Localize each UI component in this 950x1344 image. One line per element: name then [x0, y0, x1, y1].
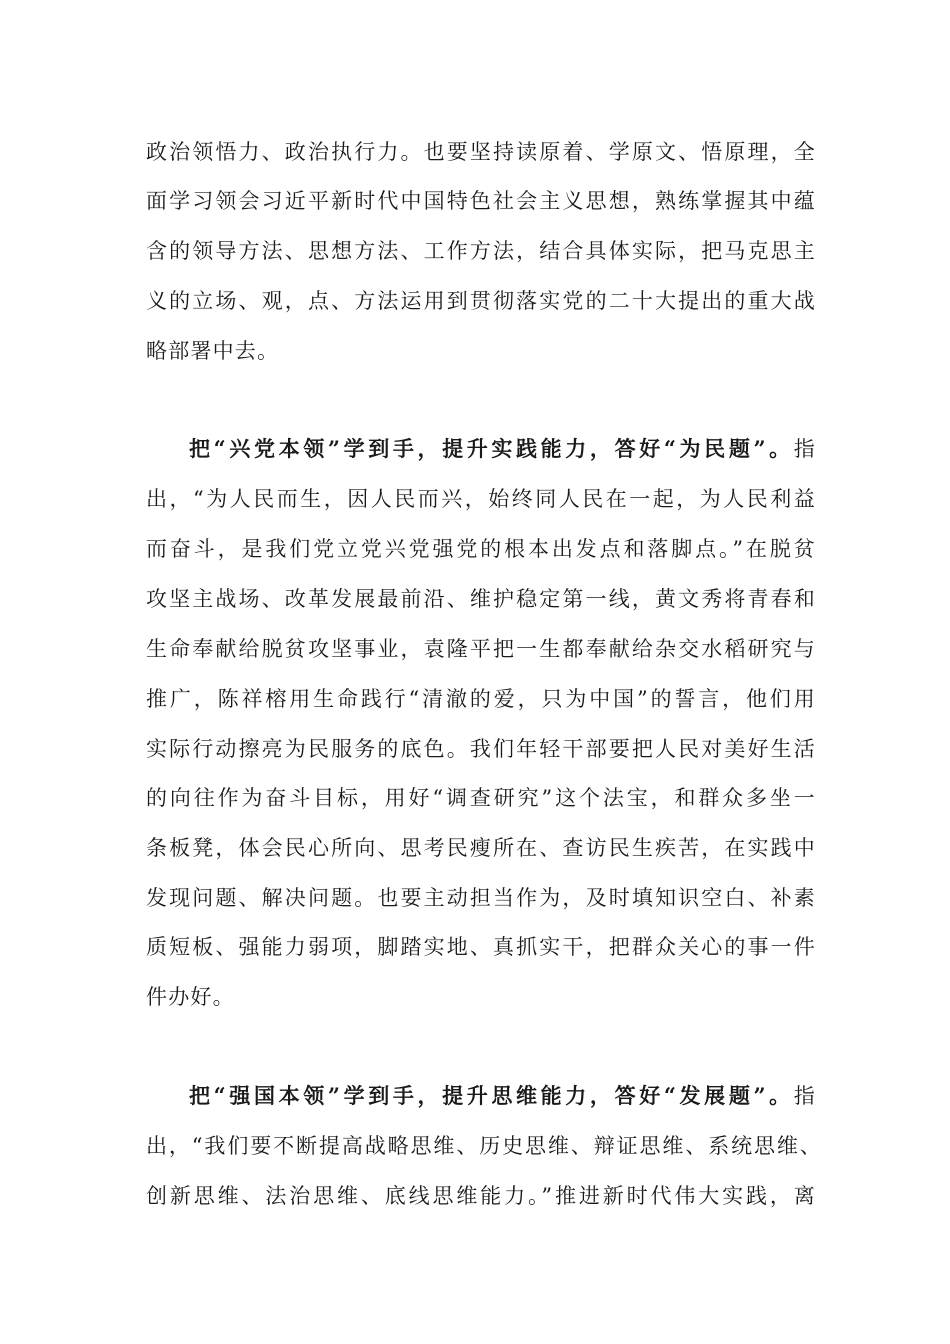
paragraph-2-line-12: 件办好。 [146, 985, 235, 1009]
paragraph-3-heading: 把“强国本领”学到手，提升思维能力，答好“发展题”。 [189, 1083, 794, 1108]
paragraph-1-line-5: 略部署中去。 [146, 339, 280, 363]
paragraph-1-line-2: 面学习领会习近平新时代中国特色社会主义思想，熟练掌握其中蕴 [146, 189, 816, 213]
paragraph-1-line-4: 义的立场、观，点、方法运用到贯彻落实党的二十大提出的重大战 [146, 289, 816, 313]
paragraph-2-first-rest: 指 [793, 437, 816, 461]
paragraph-2-line-8: 的向往作为奋斗目标，用好“调查研究”这个法宝，和群众多坐一 [146, 786, 816, 810]
paragraph-3-line-2: 出，“我们要不断提高战略思维、历史思维、辩证思维、系统思维、 [146, 1134, 822, 1158]
paragraph-3-line-3: 创新思维、法治思维、底线思维能力。”推进新时代伟大实践，离 [146, 1184, 816, 1208]
paragraph-2-line-6: 推广，陈祥榕用生命践行“清澈的爱，只为中国”的誓言，他们用 [146, 687, 816, 711]
paragraph-2-line-9: 条板凳，体会民心所向、思考民瘦所在、查访民生疾苦，在实践中 [146, 836, 816, 860]
paragraph-1-line-1: 政治领悟力、政治执行力。也要坚持读原着、学原文、悟原理，全 [146, 140, 816, 164]
paragraph-2-heading: 把“兴党本领”学到手，提升实践能力，答好“为民题”。 [189, 436, 794, 461]
paragraph-2-line-3: 而奋斗，是我们党立党兴党强党的根本出发点和落脚点。”在脱贫 [146, 537, 816, 561]
paragraph-1-line-3: 含的领导方法、思想方法、工作方法，结合具体实际，把马克思主 [146, 239, 816, 263]
paragraph-2-line-11: 质短板、强能力弱项，脚踏实地、真抓实干，把群众关心的事一件 [146, 935, 816, 959]
paragraph-2-line-7: 实际行动擦亮为民服务的底色。我们年轻干部要把人民对美好生活 [146, 737, 816, 761]
paragraph-3-line-1 [189, 1081, 816, 1111]
paragraph-2-line-10: 发现问题、解决问题。也要主动担当作为，及时填知识空白、补素 [146, 886, 816, 910]
paragraph-2-line-4: 攻坚主战场、改革发展最前沿、维护稳定第一线，黄文秀将青春和 [146, 587, 816, 611]
paragraph-3-first-rest: 指 [793, 1084, 816, 1108]
paragraph-2-line-1 [189, 434, 816, 464]
paragraph-2-line-5: 生命奉献给脱贫攻坚事业，袁隆平把一生都奉献给杂交水稻研究与 [146, 637, 816, 661]
paragraph-2-line-2: 出，“为人民而生，因人民而兴，始终同人民在一起，为人民利益 [146, 487, 816, 511]
